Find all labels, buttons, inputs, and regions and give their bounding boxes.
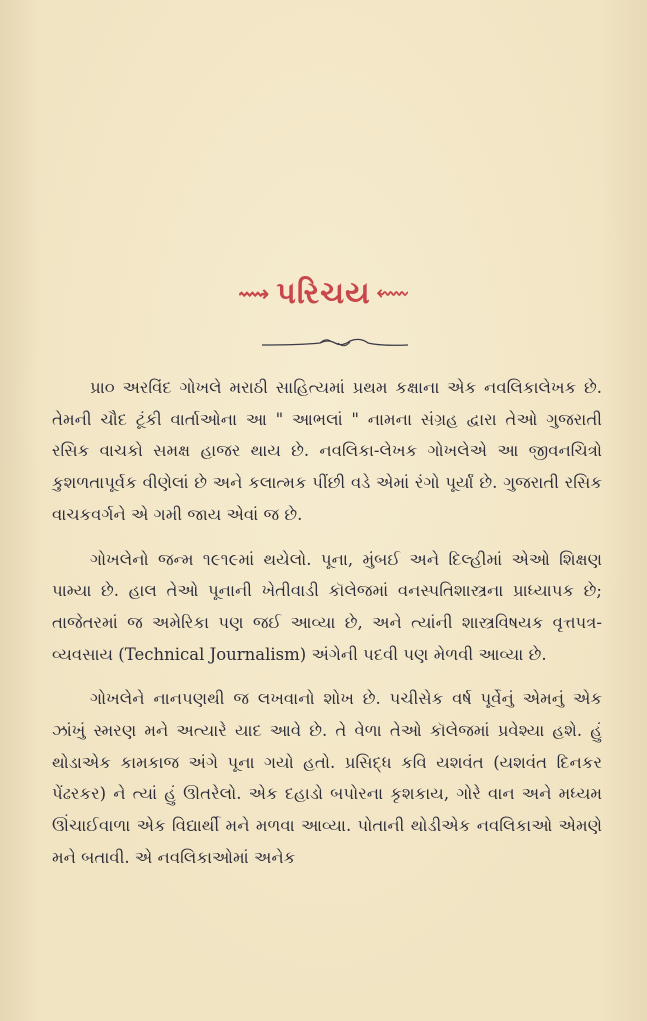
- paragraph: ગોખલેનો જન્મ ૧૯૧૯માં થયેલો. પૂના, મુંબઈ અને દિલ્હીમાં એઓ શિક્ષણ પામ્યા છે. હાલ તેઓ પૂનાની ખેતીવાડી કૉલેજમાં વનસ્પતિશાસ્ત્રના પ્રાધ્યાપક છે; તાજેતરમાં જ અમેરિકા પણ જઈ આવ્યા છે, અને ત્યાંની શાસ્ત્રવિષયક વૃત્તપત્ર-વ્યવસાય (Technical Journalism) અંગેની પદવી પણ મેળવી આવ્યા છે.: [52, 549, 602, 664]
- chapter-heading: [0, 276, 647, 311]
- ornamental-divider-icon: [260, 333, 410, 353]
- paragraph: ગોખલેને નાનપણથી જ લખવાનો શોખ છે. પચીસેક વર્ષ પૂર્વેનું એમનું એક ઝાંખું સ્મરણ મને અત્યારે યાદ આવે છે. તે વેળા તેઓ કૉલેજમાં પ્રવેશ્યા હશે. હું થોડાએક કામકાજ અંગે પૂના ગયો હતો. પ્રસિદ્ધ કવિ યશવંત (યશવંત દિનકર પેંઢરકર) ને ત્યાં હું ઊતરેલો. એક દહાડો બપોરના કૃશકાય, ગોરે વાન અને મધ્યમ ઊંચાઈવાળા એક વિદ્યાર્થી મને મળવા આવ્યા. પોતાની થોડીએક નવલિકાઓ એમણે મને બતાવી. એ નવલિકાઓમાં અનેક: [52, 689, 602, 867]
- left-flourish-icon: ⟿: [237, 282, 271, 307]
- right-flourish-icon: ⬳: [376, 282, 410, 307]
- chapter-title: પરિચય: [276, 276, 371, 311]
- paragraph: પ્રા૦ અરવિંદ ગોખલે મરાઠી સાહિત્યમાં પ્રથમ કક્ષાના એક નવલિકાલેખક છે. તેમની ચૌદ ટૂંકી વાર્તાઓના આ " આભલાં " નામના સંગ્રહ દ્વારા તેઓ ગુજરાતી રસિક વાચકો સમક્ષ હાજર થાય છે. નવલિકા-લેખક ગોખલેએ આ જીવનચિત્રો કુશળતાપૂર્વક વીણેલાં છે અને કલાત્મક પીંછી વડે એમાં રંગો પૂર્યાં છે. ગુજરાતી રસિક વાચકવર્ગને એ ગમી જાય એવાં જ છે.: [52, 378, 602, 524]
- body-text: [52, 372, 602, 887]
